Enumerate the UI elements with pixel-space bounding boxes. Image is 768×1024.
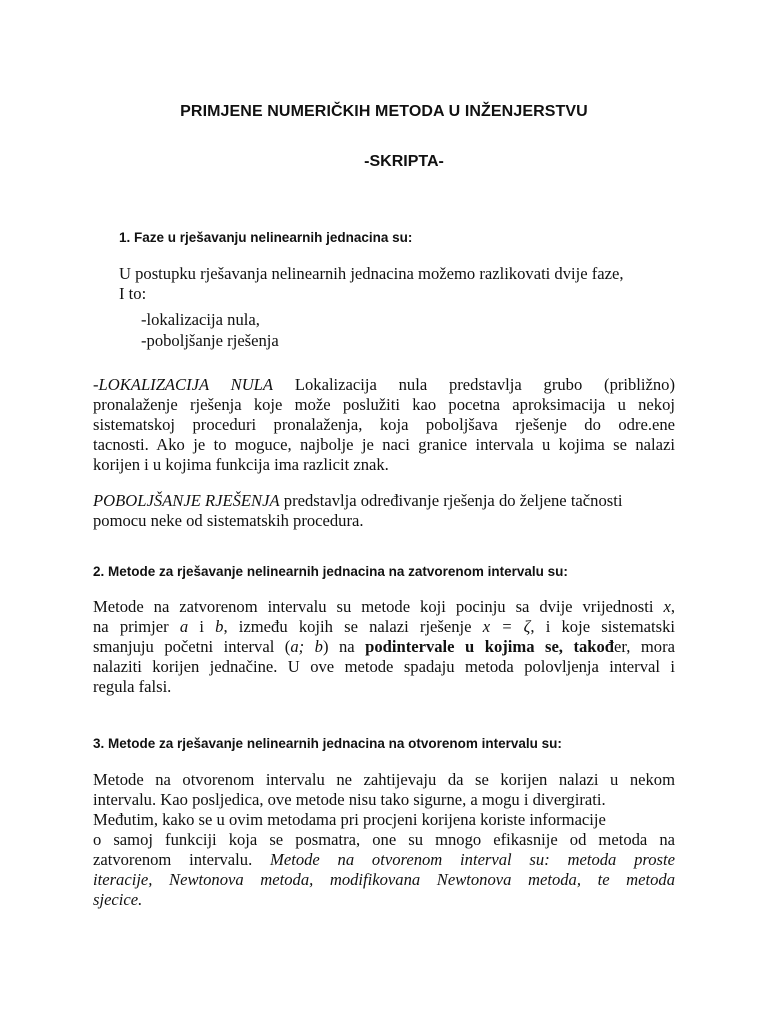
term-lokalizacija: -LOKALIZACIJA NULA [93,375,274,394]
paragraph-line: nalaziti korijen jednačine. U ove metode spadaju metoda polovljenja interval i [93,657,675,676]
list-item: -lokalizacija nula, [141,310,260,329]
paragraph-line: regula falsi. [93,677,172,696]
paragraph-line: o samoj funkciji koja se posmatra, one su mnogo efikasnije od metoda na [93,830,675,849]
paragraph-line: na primjer a i b, između kojih se nalazi rješenje x = ζ, i koje sistematski [93,617,675,636]
paragraph-line: Međutim, kako se u ovim metodama pri procjeni korijena koriste informacije [93,810,606,829]
section-2-heading: 2. Metode za rješavanje nelinearnih jednacina na zatvorenom intervalu su: [93,564,568,579]
paragraph-line: smanjuju početni interval (a; b) na podintervale u kojima se, također, mora [93,637,675,656]
paragraph-line: Metode na otvorenom intervalu ne zahtijevaju da se korijen nalazi u nekom [93,770,675,789]
section-1-intro [119,264,679,304]
paragraph-line: korijen i u kojima funkcija ima razlicit znak. [93,455,389,474]
paragraph-line: pomocu neke od sistematskih procedura. [93,511,364,530]
paragraph-poboljsanje [93,491,675,531]
paragraph-otvoreni-interval [93,770,675,910]
section-3-heading: 3. Metode za rješavanje nelinearnih jednacina na otvorenom intervalu su: [93,736,562,751]
paragraph-line: pronalaženje rješenja koje može poslužiti kao pocetna aproksimacija u nekoj [93,395,675,414]
paragraph-line: tacnosti. Ako je to moguce, najbolje je naci granice intervala u kojima se nalazi [93,435,675,454]
paragraph-line: sjecice. [93,890,143,909]
paragraph-line: POBOLJŠANJE RJEŠENJA predstavlja određivanje rješenja do željene tačnosti [93,491,623,510]
intro-line-2: I to: [119,284,147,303]
paragraph-line: intervalu. Kao posljedica, ove metode nisu tako sigurne, a mogu i divergirati. [93,790,606,809]
paragraph-line: Metode na zatvorenom intervalu su metode koji pocinju sa dvije vrijednosti x, [93,597,675,616]
paragraph-line: -LOKALIZACIJA NULA Lokalizacija nula predstavlja grubo (približno) [93,375,675,394]
paragraph-zatvoreni-interval [93,597,675,697]
intro-line-1: U postupku rješavanja nelinearnih jednacina možemo razlikovati dvije faze, [119,264,624,283]
term-poboljsanje: POBOLJŠANJE RJEŠENJA [93,491,280,510]
document-subtitle: -SKRIPTA- [364,153,444,170]
paragraph-lokalizacija [93,375,675,475]
section-1-list [141,310,279,351]
paragraph-line: zatvorenom intervalu. Metode na otvorenom interval su: metoda proste [93,850,675,869]
document-title: PRIMJENE NUMERIČKIH METODA U INŽENJERSTVU [180,103,588,120]
paragraph-line: iteracije, Newtonova metoda, modifikovana Newtonova metoda, te metoda [93,870,675,889]
list-item: -poboljšanje rješenja [141,331,279,350]
section-1-heading: 1. Faze u rješavanju nelinearnih jednacina su: [119,230,413,245]
paragraph-line: sistematskoj proceduri pronalaženja, koja poboljšava rješenje do odre.ene [93,415,675,434]
